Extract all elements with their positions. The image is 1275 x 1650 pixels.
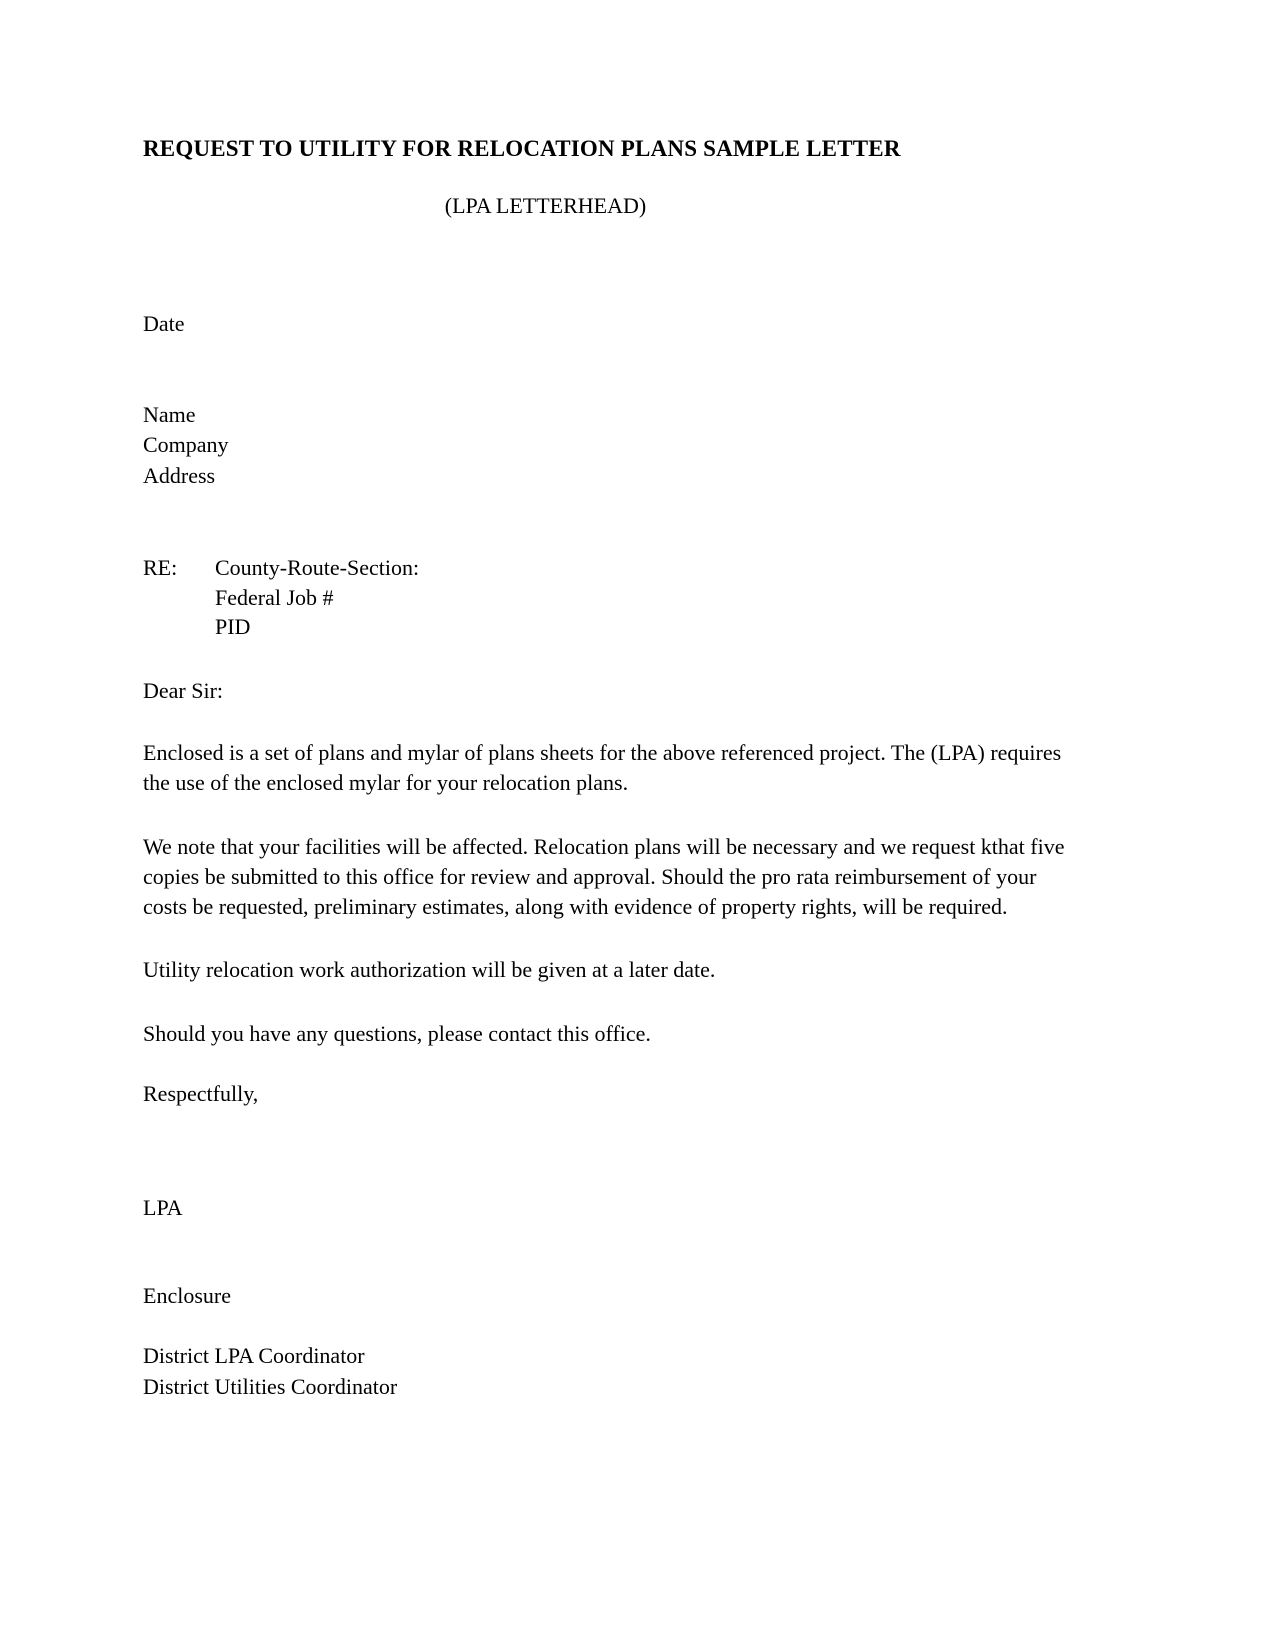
recipient-name: Name [143,401,196,427]
recipient-company: Company [143,432,229,458]
reference-label: RE: [143,555,178,581]
reference-label-spacer [143,612,215,641]
page-title: REQUEST TO UTILITY FOR RELOCATION PLANS SAMPLE LETTER [143,136,901,161]
reference-line-1: County-Route-Section: [215,555,420,581]
enclosure-note: Enclosure [143,1283,231,1309]
reference-row [143,612,419,641]
body-paragraph-3: Utility relocation work authorization will be given at a later date. [143,957,716,983]
salutation: Dear Sir: [143,677,224,703]
reference-block [143,491,419,641]
reference-row [143,553,419,582]
body-paragraph-1: Enclosed is a set of plans and mylar of plans sheets for the above referenced project. The (LPA) requires the use of the enclosed mylar for your relocation plans. [143,739,1062,795]
reference-row [143,583,419,612]
letter-content [143,135,1073,1402]
copy-recipients-block [143,1309,1073,1402]
closing-line: Respectfully, [143,1081,259,1107]
recipient-address-block [143,337,1073,492]
copy-recipient-1: District LPA Coordinator [143,1343,365,1369]
signature-name: LPA [143,1195,183,1221]
body-paragraph-2: We note that your facilities will be affected. Relocation plans will be necessary and we request kthat five copies be submitted to this office for review and approval. Should the pro rata reimbursement of your costs be requested, preliminary estimates, along with evidence of property rights, will be required. [143,833,1065,919]
reference-line-3: PID [215,614,251,640]
copy-recipient-2: District Utilities Coordinator [143,1373,398,1399]
body-paragraph-4: Should you have any questions, please contact this office. [143,1021,651,1047]
recipient-address: Address [143,462,216,488]
date-line: Date [143,310,185,336]
reference-line-2: Federal Job # [215,584,334,610]
letterhead-line: (LPA LETTERHEAD) [444,192,647,218]
reference-label-spacer [143,583,215,612]
